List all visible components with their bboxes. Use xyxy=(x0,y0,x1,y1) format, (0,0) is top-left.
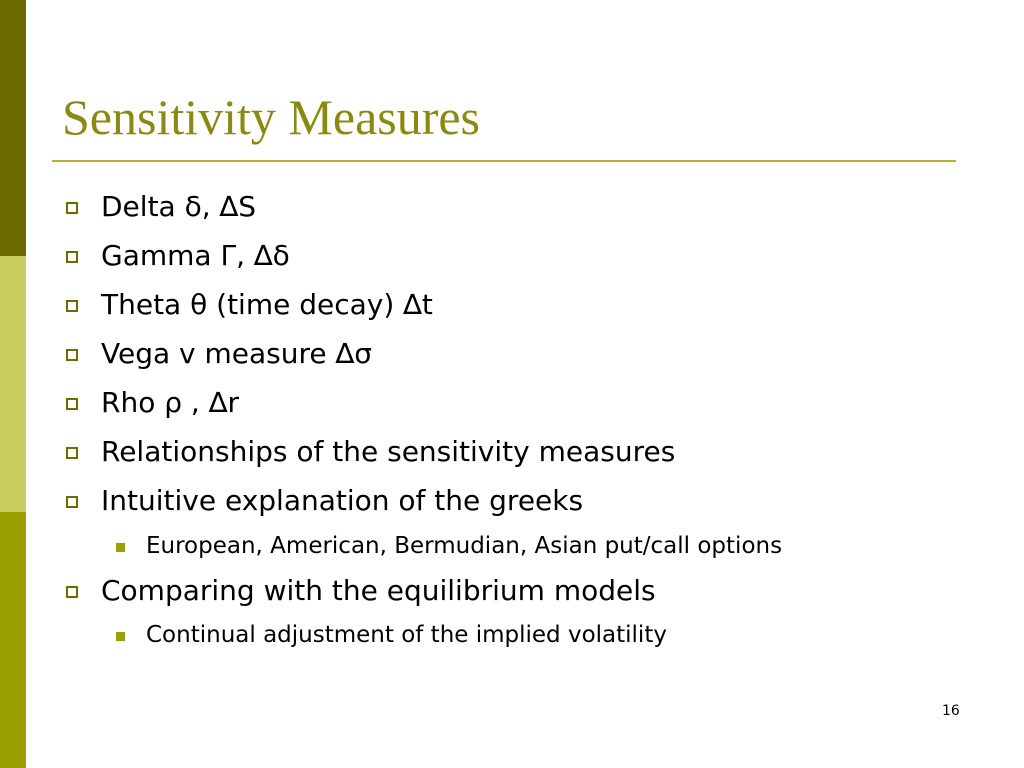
filled-square-bullet-icon xyxy=(116,632,125,641)
bullet-text: Rho ρ , ∆r xyxy=(101,386,239,419)
sub-bullet-text: European, American, Bermudian, Asian put/call options xyxy=(146,533,783,559)
hollow-square-bullet-icon xyxy=(66,447,78,459)
sidebar-accent xyxy=(0,0,26,768)
hollow-square-bullet-icon xyxy=(66,586,78,598)
bullet-text: Comparing with the equilibrium models xyxy=(101,574,656,607)
hollow-square-bullet-icon xyxy=(66,251,78,263)
sub-bullet-text: Continual adjustment of the implied volatility xyxy=(146,622,667,648)
hollow-square-bullet-icon xyxy=(66,349,78,361)
sidebar-segment-top xyxy=(0,0,26,256)
bullet-text: Vega v measure ∆σ xyxy=(101,337,373,370)
filled-square-bullet-icon xyxy=(116,543,125,552)
bullet-text: Delta δ, ∆S xyxy=(101,190,257,223)
hollow-square-bullet-icon xyxy=(66,202,78,214)
sidebar-segment-middle xyxy=(0,256,26,512)
bullet-text: Relationships of the sensitivity measures xyxy=(101,435,676,468)
slide-title: Sensitivity Measures xyxy=(62,89,481,145)
bullet-text: Theta θ (time decay) ∆t xyxy=(101,288,433,321)
bullet-text: Gamma Γ, ∆δ xyxy=(101,239,290,272)
title-divider xyxy=(52,160,956,162)
hollow-square-bullet-icon xyxy=(66,398,78,410)
hollow-square-bullet-icon xyxy=(66,300,78,312)
sidebar-segment-bottom xyxy=(0,512,26,768)
hollow-square-bullet-icon xyxy=(66,496,78,508)
bullet-text: Intuitive explanation of the greeks xyxy=(101,484,584,517)
page-number: 16 xyxy=(942,703,960,719)
